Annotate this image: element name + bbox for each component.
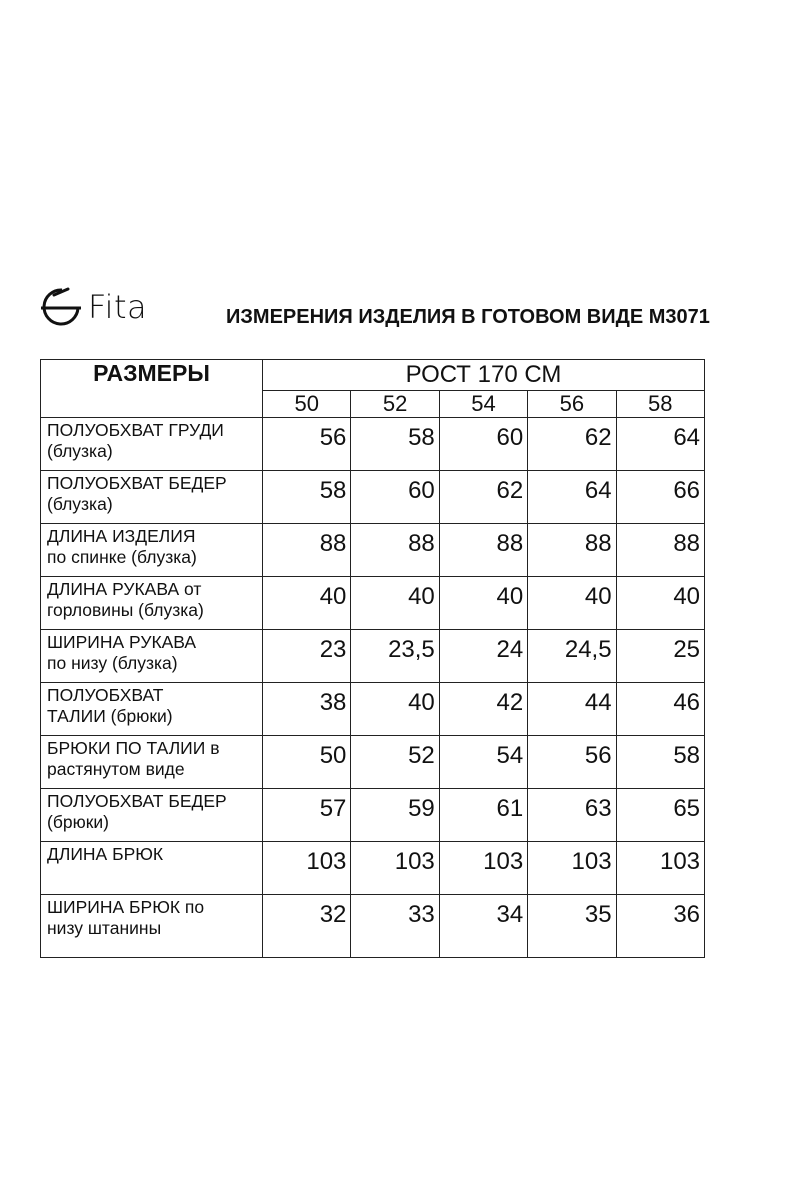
value-cell: 88 [263,524,351,577]
value-cell: 103 [528,842,616,895]
value-cell: 66 [616,471,704,524]
value-cell: 103 [439,842,527,895]
table-row [41,789,705,842]
value-cell: 40 [439,577,527,630]
table-row [41,736,705,789]
value-cell: 35 [528,895,616,958]
value-cell: 23 [263,630,351,683]
table-row [41,895,705,958]
row-label: ДЛИНА ИЗДЕЛИЯ по спинке (блузка) [41,524,263,577]
brand-logo [40,286,147,328]
size-header-cell: 52 [351,391,439,418]
table-row [41,683,705,736]
height-header: РОСТ 170 СМ [263,360,705,391]
row-label: ПОЛУОБХВАТ ГРУДИ (блузка) [41,418,263,471]
table-row [41,418,705,471]
value-cell: 65 [616,789,704,842]
value-cell: 60 [351,471,439,524]
table-row [41,471,705,524]
value-cell: 50 [263,736,351,789]
value-cell: 56 [263,418,351,471]
value-cell: 54 [439,736,527,789]
sizes-header: РАЗМЕРЫ [41,360,263,418]
value-cell: 38 [263,683,351,736]
value-cell: 23,5 [351,630,439,683]
row-label: ДЛИНА БРЮК [41,842,263,895]
size-header-cell: 58 [616,391,704,418]
value-cell: 88 [351,524,439,577]
value-cell: 59 [351,789,439,842]
value-cell: 58 [351,418,439,471]
value-cell: 88 [616,524,704,577]
value-cell: 58 [616,736,704,789]
value-cell: 88 [528,524,616,577]
row-label: ПОЛУОБХВАТ БЕДЕР (брюки) [41,789,263,842]
value-cell: 46 [616,683,704,736]
value-cell: 33 [351,895,439,958]
value-cell: 25 [616,630,704,683]
size-header-cell: 50 [263,391,351,418]
value-cell: 57 [263,789,351,842]
row-label: ШИРИНА БРЮК по низу штанины [41,895,263,958]
value-cell: 58 [263,471,351,524]
value-cell: 103 [616,842,704,895]
value-cell: 63 [528,789,616,842]
value-cell: 34 [439,895,527,958]
value-cell: 32 [263,895,351,958]
value-cell: 40 [351,683,439,736]
value-cell: 44 [528,683,616,736]
value-cell: 64 [528,471,616,524]
value-cell: 103 [351,842,439,895]
value-cell: 40 [616,577,704,630]
row-label: БРЮКИ ПО ТАЛИИ в растянутом виде [41,736,263,789]
table-row [41,577,705,630]
size-chart-table [40,359,705,958]
size-header-cell: 56 [528,391,616,418]
value-cell: 62 [439,471,527,524]
table-row [41,630,705,683]
value-cell: 64 [616,418,704,471]
value-cell: 40 [351,577,439,630]
brand-name: Fita [88,288,148,326]
page-title: ИЗМЕРЕНИЯ ИЗДЕЛИЯ В ГОТОВОМ ВИДЕ М3071 [226,306,710,328]
row-label: ПОЛУОБХВАТ БЕДЕР (блузка) [41,471,263,524]
row-label: ПОЛУОБХВАТ ТАЛИИ (брюки) [41,683,263,736]
value-cell: 56 [528,736,616,789]
value-cell: 88 [439,524,527,577]
value-cell: 40 [263,577,351,630]
size-header-cell: 54 [439,391,527,418]
value-cell: 60 [439,418,527,471]
value-cell: 24 [439,630,527,683]
value-cell: 40 [528,577,616,630]
value-cell: 52 [351,736,439,789]
table-row [41,842,705,895]
value-cell: 36 [616,895,704,958]
value-cell: 62 [528,418,616,471]
value-cell: 103 [263,842,351,895]
row-label: ДЛИНА РУКАВА от горловины (блузка) [41,577,263,630]
fita-logo-icon [40,286,82,328]
value-cell: 24,5 [528,630,616,683]
table-row [41,524,705,577]
row-label: ШИРИНА РУКАВА по низу (блузка) [41,630,263,683]
value-cell: 42 [439,683,527,736]
value-cell: 61 [439,789,527,842]
